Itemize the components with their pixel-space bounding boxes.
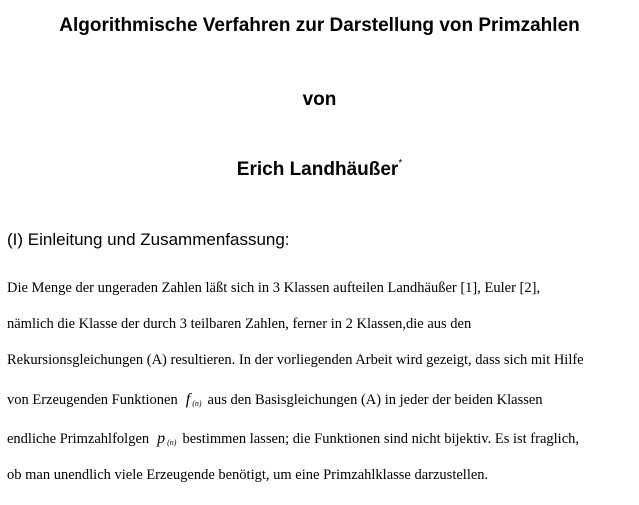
math-f-symbol: f bbox=[185, 391, 191, 408]
body-line-5 bbox=[7, 430, 579, 448]
line5-text-before: endliche Primzahlfolgen bbox=[7, 431, 150, 447]
byline-von: von bbox=[302, 89, 337, 110]
line4-text-after: aus den Basisgleichungen (A) in jeder der beiden Klassen bbox=[207, 392, 543, 408]
section-heading: (I) Einleitung und Zusammenfassung: bbox=[7, 230, 290, 249]
body-line-4 bbox=[7, 391, 543, 409]
body-line-1: Die Menge der ungeraden Zahlen läßt sich in 3 Klassen aufteilen Landhäußer [1], Euler [2], bbox=[7, 280, 541, 296]
author-footnote-mark: * bbox=[398, 157, 403, 169]
math-p-subscript: (n) bbox=[167, 438, 177, 447]
body-line-6: ob man unendlich viele Erzeugende benötigt, um eine Primzahlklasse darzustellen. bbox=[7, 467, 489, 483]
author-text: Erich Landhäußer bbox=[236, 159, 399, 180]
paper-title: Algorithmische Verfahren zur Darstellung von Primzahlen bbox=[59, 15, 580, 36]
math-f-subscript: (n) bbox=[192, 399, 202, 408]
math-f-of-n bbox=[186, 391, 202, 408]
author-name bbox=[0, 159, 639, 181]
line4-text-before: von Erzeugenden Funktionen bbox=[7, 392, 178, 408]
body-line-2: nämlich die Klasse der durch 3 teilbaren Zahlen, ferner in 2 Klassen,die aus den bbox=[7, 316, 472, 332]
math-p-of-n bbox=[157, 430, 176, 447]
body-line-3: Rekursionsgleichungen (A) resultieren. In der vorliegenden Arbeit wird gezeigt, dass sich mit Hilfe bbox=[7, 352, 584, 368]
line5-text-after: bestimmen lassen; die Funktionen sind nicht bijektiv. Es ist fraglich, bbox=[182, 431, 580, 447]
math-p-symbol: p bbox=[157, 430, 166, 447]
